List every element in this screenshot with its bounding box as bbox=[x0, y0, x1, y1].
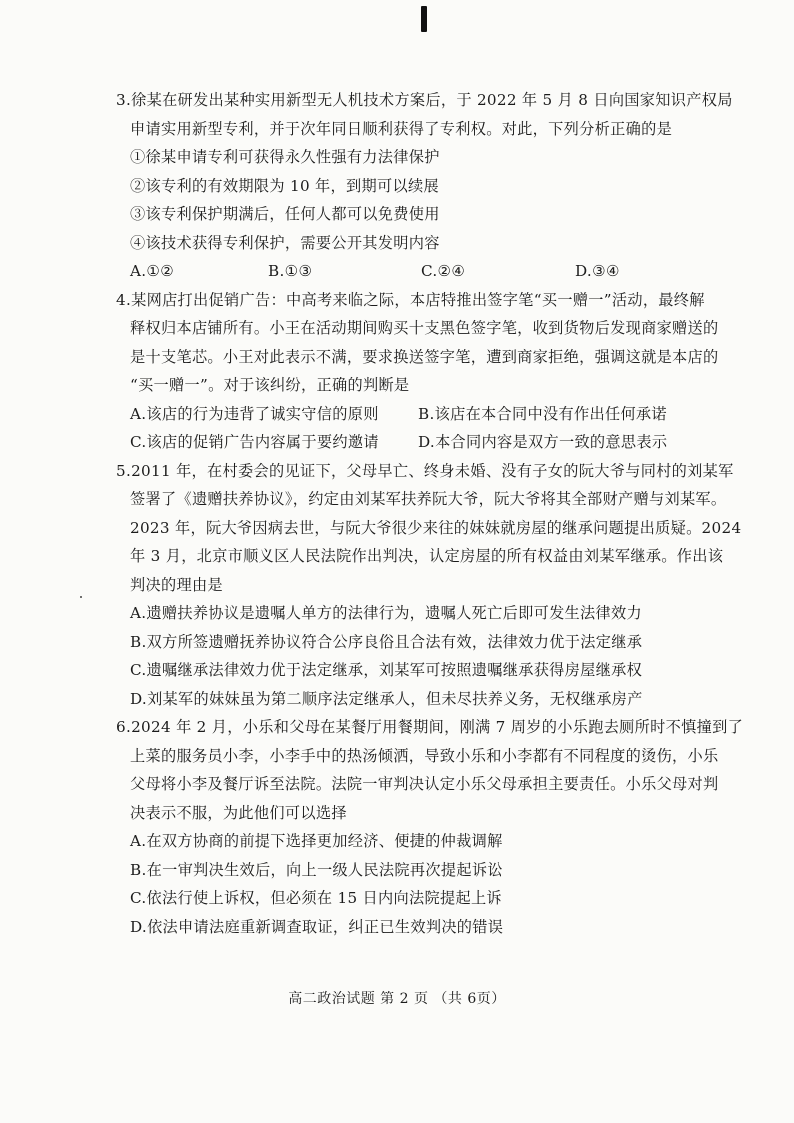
question-stem-line: 年 3 月，北京市顺义区人民法院作出判决，认定房屋的所有权益由刘某军继承。作出该 bbox=[130, 547, 724, 565]
option-c: C.依法行使上诉权，但必须在 15 日内向法院提起上诉 bbox=[130, 889, 502, 907]
question-stem-line: 是十支笔芯。小王对此表示不满，要求换送签字笔，遭到商家拒绝，强调这就是本店的 bbox=[130, 347, 719, 366]
statement: ①徐某申请专利可获得永久性强有力法律保护 bbox=[130, 148, 440, 166]
option-a: A.遗赠扶养协议是遗嘱人单方的法律行为，遗嘱人死亡后即可发生法律效力 bbox=[130, 604, 642, 622]
question-stem-line: 3.徐某在研发出某种实用新型无人机技术方案后，于 2022 年 5 月 8 日向国家知识产权局 bbox=[116, 91, 733, 109]
statement: ②该专利的有效期限为 10 年，到期可以续展 bbox=[130, 176, 439, 195]
option-d: D.刘某军的妹妹虽为第二顺序法定继承人，但未尽扶养义务，无权继承房产 bbox=[130, 689, 643, 708]
question-stem-line: 4.某网店打出促销广告：中高考来临之际，本店特推出签字笔“买一赠一”活动，最终解 bbox=[116, 290, 705, 309]
option-b: B.①③ bbox=[268, 262, 313, 280]
option-a: A.在双方协商的前提下选择更加经济、便捷的仲裁调解 bbox=[130, 832, 503, 850]
page-footer: 高二政治试题 第 2 页 （共 6页） bbox=[288, 991, 506, 1007]
question-stem-line: 签署了《遗赠扶养协议》，约定由刘某军扶养阮大爷，阮大爷将其全部财产赠与刘某军。 bbox=[130, 490, 727, 508]
option-c: C.②④ bbox=[421, 262, 466, 280]
option-d: D.本合同内容是双方一致的意思表示 bbox=[418, 433, 668, 451]
option-d: D.依法申请法庭重新调查取证，纠正已生效判决的错误 bbox=[130, 917, 504, 936]
option-d: D.③④ bbox=[575, 262, 620, 280]
answer-options bbox=[116, 257, 716, 286]
question-stem-line: 父母将小李及餐厅诉至法院。法院一审判决认定小乐父母承担主要责任。小乐父母对判 bbox=[130, 775, 719, 793]
question-4 bbox=[116, 286, 719, 457]
question-stem-line: 上菜的服务员小李，小李手中的热汤倾洒，导致小乐和小李都有不同程度的烫伤，小乐 bbox=[130, 746, 719, 765]
question-stem-line: 6.2024 年 2 月，小乐和父母在某餐厅用餐期间，刚满 7 周岁的小乐跑去厕所时不慎撞到了 bbox=[116, 718, 744, 736]
statement: ③该专利保护期满后，任何人都可以免费使用 bbox=[130, 205, 440, 223]
statement: ④该技术获得专利保护，需要公开其发明内容 bbox=[130, 233, 440, 252]
option-b: B.在一审判决生效后，向上一级人民法院再次提起诉讼 bbox=[130, 860, 503, 879]
answer-options-row bbox=[116, 400, 716, 429]
exam-content bbox=[116, 86, 744, 941]
answer-options-row bbox=[116, 428, 716, 457]
scan-speck bbox=[80, 596, 82, 598]
question-3 bbox=[116, 86, 733, 286]
question-stem-line: “买一赠一”。对于该纠纷，正确的判断是 bbox=[130, 376, 410, 394]
option-a: A.该店的行为违背了诚实守信的原则 bbox=[130, 404, 379, 423]
question-stem-line: 释权归本店铺所有。小王在活动期间购买十支黑色签字笔，收到货物后发现商家赠送的 bbox=[130, 319, 719, 337]
option-c: C.遗嘱继承法律效力优于法定继承，刘某军可按照遗嘱继承获得房屋继承权 bbox=[130, 661, 643, 679]
question-stem-line: 2023 年，阮大爷因病去世，与阮大爷很少来往的妹妹就房屋的继承问题提出质疑。2024 bbox=[130, 518, 742, 537]
question-stem-line: 5.2011 年，在村委会的见证下，父母早亡、终身未婚、没有子女的阮大爷与同村的刘某军 bbox=[116, 461, 734, 480]
question-6 bbox=[116, 713, 744, 941]
question-stem-line: 申请实用新型专利，并于次年同日顺利获得了专利权。对此，下列分析正确的是 bbox=[130, 119, 673, 138]
question-stem-line: 决表示不服，为此他们可以选择 bbox=[130, 803, 347, 822]
option-c: C.该店的促销广告内容属于要约邀请 bbox=[130, 433, 379, 451]
page-top-mark bbox=[421, 6, 427, 32]
option-b: B.双方所签遗赠抚养协议符合公序良俗且合法有效，法律效力优于法定继承 bbox=[130, 632, 643, 651]
option-a: A.①② bbox=[130, 262, 175, 280]
option-b: B.该店在本合同中没有作出任何承诺 bbox=[418, 404, 667, 423]
question-stem-line: 判决的理由是 bbox=[130, 575, 223, 594]
question-5 bbox=[116, 457, 742, 714]
